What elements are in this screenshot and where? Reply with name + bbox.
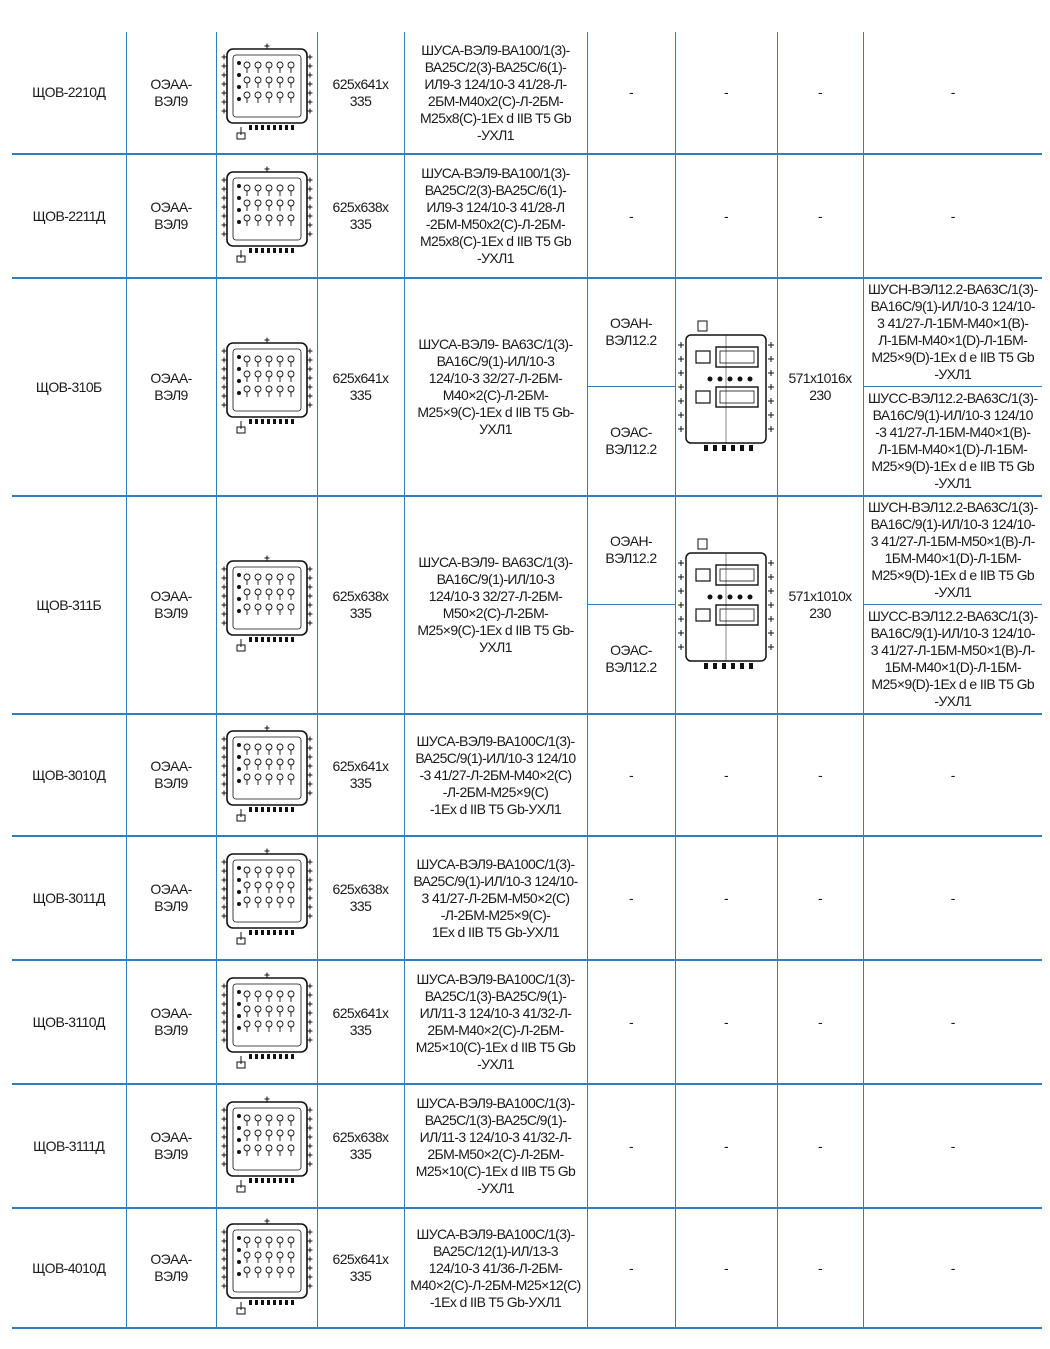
enclosure-scheme-image bbox=[221, 972, 313, 1072]
scheme2-cell: - bbox=[675, 1208, 777, 1328]
enclosure2-cell: - bbox=[587, 32, 675, 154]
spec-cell: ШУСА-ВЭЛ9-ВА100С/1(3)- ВА25С/1(3)-ВА25С/9(1)- ИЛ/11-3 124/10-3 41/32-Л- 2БМ-М40×2(С)-Л-2БМ- М25×10(С)-1Ex d IIB T5 Gb -УХЛ1 bbox=[404, 960, 587, 1084]
enclosure-scheme-image bbox=[221, 337, 313, 437]
table-row bbox=[12, 496, 1042, 604]
enclosure-cell: ОЭАА- ВЭЛ9 bbox=[126, 496, 216, 714]
spec-cell: ШУСА-ВЭЛ9- ВА63С/1(3)- ВА16С/9(1)-ИЛ/10-3 124/10-3 32/27-Л-2БМ- М40×2(С)-Л-2БМ- М25×9(С)-1Ex d IIB T5 Gb- УХЛ1 bbox=[404, 278, 587, 496]
size-cell: 625x641x 335 bbox=[317, 960, 404, 1084]
model-cell: ЩОВ-3011Д bbox=[12, 836, 126, 960]
scheme2-cell: - bbox=[675, 154, 777, 278]
enclosure2-top-cell: ОЭАН- ВЭЛ12.2 bbox=[587, 496, 675, 604]
size2-cell: - bbox=[777, 32, 863, 154]
scheme-cell bbox=[216, 1084, 317, 1208]
table-row bbox=[12, 960, 1042, 1084]
spec2-top-cell: ШУСН-ВЭЛ12.2-ВА63С/1(3)- ВА16С/9(1)-ИЛ/10-3 124/10- 3 41/27-Л-1БМ-М40×1(В)- Л-1БМ-М40×1(D)-Л-1БМ- М25×9(D)-1Ex d e IIB T5 Gb -УХЛ1 bbox=[863, 278, 1042, 386]
scheme-cell bbox=[216, 1208, 317, 1328]
product-spec-table bbox=[12, 32, 1042, 1329]
scheme-cell bbox=[216, 714, 317, 836]
size2-cell: - bbox=[777, 1208, 863, 1328]
scheme2-cell: - bbox=[675, 32, 777, 154]
enclosure-scheme-image bbox=[221, 43, 313, 143]
table-row bbox=[12, 154, 1042, 278]
size2-cell: - bbox=[777, 154, 863, 278]
scheme-cell bbox=[216, 278, 317, 496]
enclosure-scheme-image bbox=[221, 725, 313, 825]
spec2-cell: - bbox=[863, 960, 1042, 1084]
enclosure2-bottom-cell: ОЭАС- ВЭЛ12.2 bbox=[587, 604, 675, 714]
scheme2-cell bbox=[675, 278, 777, 496]
spec2-bottom-cell: ШУСС-ВЭЛ12.2-ВА63С/1(3)- ВА16С/9(1)-ИЛ/10-3 124/10- 3 41/27-Л-1БМ-М50×1(В)-Л- 1БМ-М40×1(D)-Л-1БМ- М25×9(D)-1Ex d e IIB T5 Gb -УХЛ1 bbox=[863, 604, 1042, 714]
scheme-cell bbox=[216, 154, 317, 278]
enclosure2-cell: - bbox=[587, 836, 675, 960]
scheme-cell bbox=[216, 960, 317, 1084]
scheme-cell bbox=[216, 496, 317, 714]
size-cell: 625x641x 335 bbox=[317, 32, 404, 154]
scheme2-cell: - bbox=[675, 714, 777, 836]
size2-cell: - bbox=[777, 1084, 863, 1208]
enclosure2-cell: - bbox=[587, 154, 675, 278]
model-cell: ЩОВ-2211Д bbox=[12, 154, 126, 278]
enclosure-cell: ОЭАА- ВЭЛ9 bbox=[126, 1084, 216, 1208]
table-row bbox=[12, 836, 1042, 960]
enclosure2-cell: - bbox=[587, 1208, 675, 1328]
enclosure-scheme-image bbox=[221, 555, 313, 655]
model-cell: ЩОВ-311Б bbox=[12, 496, 126, 714]
scheme2-cell bbox=[675, 496, 777, 714]
model-cell: ЩОВ-310Б bbox=[12, 278, 126, 496]
size-cell: 625x641x 335 bbox=[317, 278, 404, 496]
size2-cell: - bbox=[777, 836, 863, 960]
enclosure-scheme-image bbox=[221, 166, 313, 266]
model-cell: ЩОВ-3111Д bbox=[12, 1084, 126, 1208]
enclosure-scheme-image bbox=[676, 317, 776, 457]
enclosure2-cell: - bbox=[587, 960, 675, 1084]
scheme-cell bbox=[216, 836, 317, 960]
enclosure-scheme-image bbox=[676, 535, 776, 675]
size2-cell: 571x1010x 230 bbox=[777, 496, 863, 714]
spec-cell: ШУСА-ВЭЛ9- ВА63С/1(3)- ВА16С/9(1)-ИЛ/10-3 124/10-3 32/27-Л-2БМ- М50×2(С)-Л-2БМ- М25×9(С)-1Ex d IIB T5 Gb- УХЛ1 bbox=[404, 496, 587, 714]
enclosure-scheme-image bbox=[221, 848, 313, 948]
model-cell: ЩОВ-4010Д bbox=[12, 1208, 126, 1328]
model-cell: ЩОВ-3010Д bbox=[12, 714, 126, 836]
enclosure2-cell: - bbox=[587, 1084, 675, 1208]
enclosure2-top-cell: ОЭАН- ВЭЛ12.2 bbox=[587, 278, 675, 386]
enclosure-cell: ОЭАА- ВЭЛ9 bbox=[126, 1208, 216, 1328]
scheme2-cell: - bbox=[675, 1084, 777, 1208]
enclosure2-cell: - bbox=[587, 714, 675, 836]
spec2-cell: - bbox=[863, 1084, 1042, 1208]
enclosure-scheme-image bbox=[221, 1218, 313, 1318]
enclosure-cell: ОЭАА- ВЭЛ9 bbox=[126, 32, 216, 154]
size-cell: 625x641x 335 bbox=[317, 1208, 404, 1328]
size-cell: 625x638x 335 bbox=[317, 836, 404, 960]
spec2-top-cell: ШУСН-ВЭЛ12.2-ВА63С/1(3)- ВА16С/9(1)-ИЛ/10-3 124/10- 3 41/27-Л-1БМ-М50×1(В)-Л- 1БМ-М40×1(D)-Л-1БМ- М25×9(D)-1Ex d e IIB T5 Gb -УХЛ1 bbox=[863, 496, 1042, 604]
enclosure-cell: ОЭАА- ВЭЛ9 bbox=[126, 960, 216, 1084]
table-row bbox=[12, 278, 1042, 386]
size-cell: 625x641x 335 bbox=[317, 714, 404, 836]
spec2-cell: - bbox=[863, 836, 1042, 960]
spec-cell: ШУСА-ВЭЛ9-ВА100/1(3)- ВА25С/2(3)-ВА25С/6(1)- ИЛ9-3 124/10-3 41/28-Л -2БМ-М50х2(С)-Л-2БМ- М25х8(С)-1Ex d IIB T5 Gb -УХЛ1 bbox=[404, 154, 587, 278]
size2-cell: 571x1016x 230 bbox=[777, 278, 863, 496]
spec2-cell: - bbox=[863, 1208, 1042, 1328]
enclosure-cell: ОЭАА- ВЭЛ9 bbox=[126, 714, 216, 836]
enclosure-cell: ОЭАА- ВЭЛ9 bbox=[126, 278, 216, 496]
enclosure2-bottom-cell: ОЭАС- ВЭЛ12.2 bbox=[587, 386, 675, 496]
table-row bbox=[12, 32, 1042, 154]
size-cell: 625x638x 335 bbox=[317, 496, 404, 714]
spec2-cell: - bbox=[863, 154, 1042, 278]
size-cell: 625x638x 335 bbox=[317, 154, 404, 278]
table-row bbox=[12, 1208, 1042, 1328]
scheme2-cell: - bbox=[675, 836, 777, 960]
size2-cell: - bbox=[777, 714, 863, 836]
spec-cell: ШУСА-ВЭЛ9-ВА100С/1(3)- ВА25С/9(1)-ИЛ/10-3 124/10 -3 41/27-Л-2БМ-М40×2(С) -Л-2БМ-М25×9(С) -1Ex d IIB T5 Gb-УХЛ1 bbox=[404, 714, 587, 836]
table-row bbox=[12, 714, 1042, 836]
size2-cell: - bbox=[777, 960, 863, 1084]
spec-cell: ШУСА-ВЭЛ9-ВА100С/1(3)- ВА25С/9(1)-ИЛ/10-3 124/10- 3 41/27-Л-2БМ-М50×2(С) -Л-2БМ-М25×9(С)- 1Ex d IIB T5 Gb-УХЛ1 bbox=[404, 836, 587, 960]
enclosure-cell: ОЭАА- ВЭЛ9 bbox=[126, 836, 216, 960]
model-cell: ЩОВ-3110Д bbox=[12, 960, 126, 1084]
enclosure-cell: ОЭАА- ВЭЛ9 bbox=[126, 154, 216, 278]
model-cell: ЩОВ-2210Д bbox=[12, 32, 126, 154]
spec-cell: ШУСА-ВЭЛ9-ВА100С/1(3)- ВА25С/1(3)-ВА25С/9(1)- ИЛ/11-3 124/10-3 41/32-Л- 2БМ-М50×2(С)-Л-2БМ- М25×10(С)-1Ex d IIB T5 Gb -УХЛ1 bbox=[404, 1084, 587, 1208]
spec2-cell: - bbox=[863, 32, 1042, 154]
spec2-bottom-cell: ШУСС-ВЭЛ12.2-ВА63С/1(3)- ВА16С/9(1)-ИЛ/10-3 124/10 -3 41/27-Л-1БМ-М40×1(В)- Л-1БМ-М40×1(D)-Л-1БМ- М25×9(D)-1Ex d e IIB T5 Gb -УХЛ1 bbox=[863, 386, 1042, 496]
enclosure-scheme-image bbox=[221, 1096, 313, 1196]
table-row bbox=[12, 1084, 1042, 1208]
spec2-cell: - bbox=[863, 714, 1042, 836]
scheme-cell bbox=[216, 32, 317, 154]
spec-cell: ШУСА-ВЭЛ9-ВА100/1(3)- ВА25С/2(3)-ВА25С/6(1)- ИЛ9-3 124/10-3 41/28-Л- 2БМ-М40х2(С)-Л-2БМ- М25х8(С)-1Ex d IIB T5 Gb -УХЛ1 bbox=[404, 32, 587, 154]
spec-cell: ШУСА-ВЭЛ9-ВА100С/1(3)- ВА25С/12(1)-ИЛ/13-3 124/10-3 41/36-Л-2БМ- М40×2(С)-Л-2БМ-М25×12(С) -1Ex d IIB T5 Gb-УХЛ1 bbox=[404, 1208, 587, 1328]
size-cell: 625x638x 335 bbox=[317, 1084, 404, 1208]
scheme2-cell: - bbox=[675, 960, 777, 1084]
